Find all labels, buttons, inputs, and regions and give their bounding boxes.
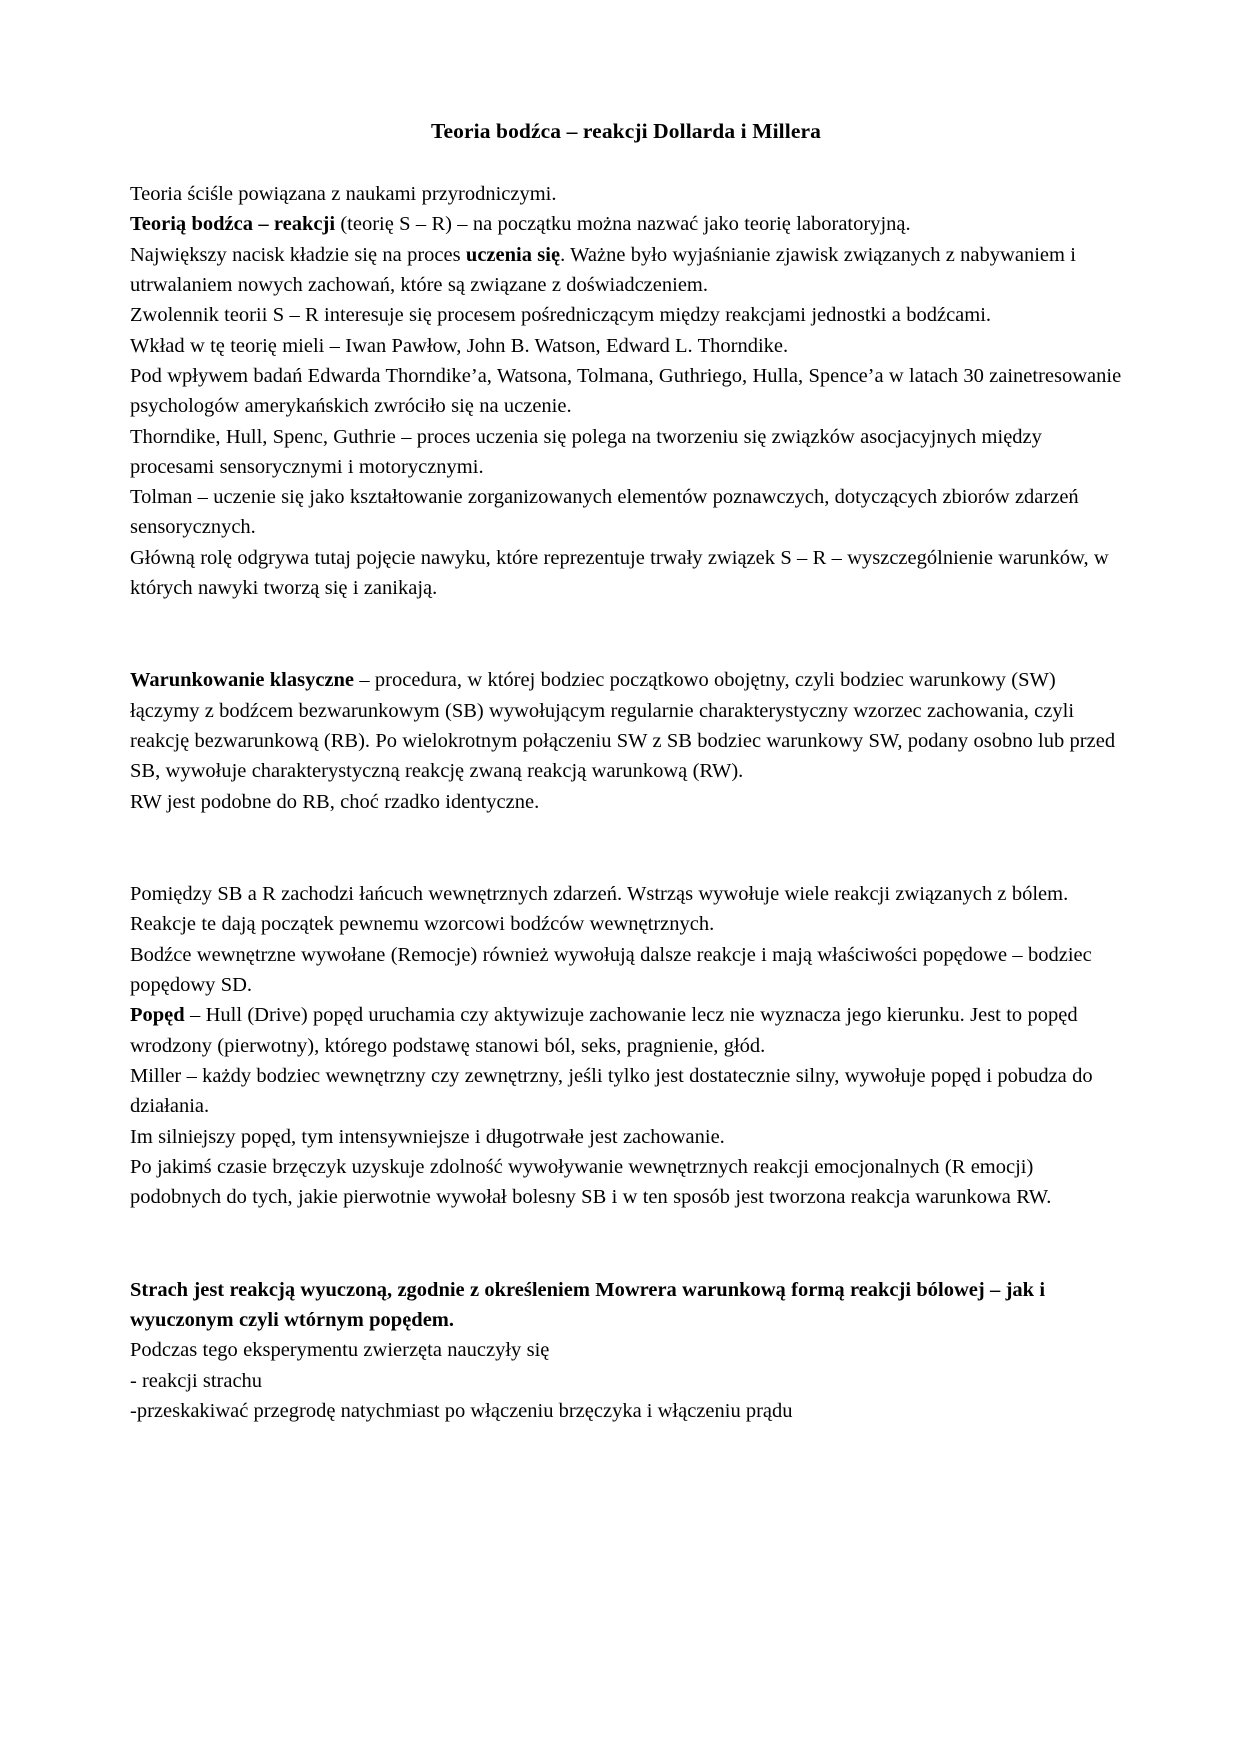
list-item-fear-reaction: - reakcji strachu xyxy=(130,1369,263,1392)
paragraph-stimulus-response-rest: (teorię S – R) – na początku można nazwać jako teorię laboratoryjną. xyxy=(335,213,911,236)
paragraph-tolman-cognition: Tolman – uczenie się jako kształtowanie zorganizowanych elementów poznawczych, dotyczących zbiorów zdarzeń sensorycznych. xyxy=(130,486,1079,539)
term-poped: Popęd xyxy=(130,1004,185,1027)
paragraph-drive-intensity: Im silniejszy popęd, tym intensywniejsze i długotrwałe jest zachowanie. xyxy=(130,1125,725,1148)
paragraph-experiment-intro: Podczas tego eksperymentu zwierzęta nauczyły się xyxy=(130,1339,550,1362)
paragraph-habit-concept: Główną rolę odgrywa tutaj pojęcie nawyku, które reprezentuje trwały związek S – R – wyszczególnienie warunków, w których nawyki tworzą się i zanikają. xyxy=(130,546,1109,600)
paragraph-miller-drive: Miller – każdy bodziec wewnętrzny czy zewnętrzny, jeśli tylko jest dostatecznie silny, wywołuje popęd i pobudza do działania. xyxy=(130,1065,1093,1118)
section-spacer-1 xyxy=(130,603,1122,665)
paragraph-associative-learning: Thorndike, Hull, Spenc, Guthrie – proces uczenia się polega na tworzeniu się związków asocjacyjnych między procesami sensorycznymi i motorycznymi. xyxy=(130,425,1042,478)
paragraph-classical-conditioning-definition xyxy=(130,665,1122,786)
term-strach-definition: Strach jest reakcją wyuczoną, zgodnie z określeniem Mowrera warunkową formą reakcji bólowej – jak i wyuczonym czyli wtórnym popędem. xyxy=(130,1278,1046,1332)
paragraph-contributors: Wkład w tę teorię mieli – Iwan Pawłow, John B. Watson, Edward L. Thorndike. xyxy=(130,334,789,357)
page-title: Teoria bodźca – reakcji Dollarda i Millera xyxy=(431,119,821,143)
paragraph-rw-similar-rb: RW jest podobne do RB, choć rzadko identyczne. xyxy=(130,790,540,813)
section-introduction xyxy=(130,179,1122,604)
paragraph-learning-rest: . Ważne było wyjaśnianie zjawisk związanych z nabywaniem i utrwalaniem nowych zachowań, które są związane z doświadczeniem. xyxy=(130,243,1076,296)
paragraph-classical-conditioning-body: – procedura, w której bodziec początkowo obojętny, czyli bodziec warunkowy (SW) łączymy z bodźcem bezwarunkowym (SB) wywołującym regularnie charakterystyczny wzorzec zachowania, czyli reakcję bezwarunkową (RB). Po wielokrotnym połączeniu SW z SB bodziec warunkowy SW, podany osobno lub przed SB, wywołuje charakterystyczną reakcję zwaną reakcją warunkową (RW). xyxy=(130,669,1116,783)
paragraph-research-influence: Pod wpływem badań Edwarda Thorndike’a, Watsona, Tolmana, Guthriego, Hulla, Spence’a w latach 30 zainetresowanie psychologów amerykańskich zwróciło się na uczenie. xyxy=(130,364,1122,418)
paragraph-fear-heading xyxy=(130,1275,1122,1336)
paragraph-drive-hull xyxy=(130,1000,1122,1061)
paragraph-theory-science: Teoria ściśle powiązana z naukami przyrodniczymi. xyxy=(130,182,557,205)
term-teoria-bodzca-reakcji: Teorią bodźca – reakcji xyxy=(130,213,336,236)
paragraph-internal-stimuli-drive: Bodźce wewnętrzne wywołane (Remocje) również wywołują dalsze reakcje i mają właściwości popędowe – bodziec popędowy SD. xyxy=(130,943,1092,997)
paragraph-stimulus-response-definition xyxy=(130,209,1122,239)
term-warunkowanie-klasyczne: Warunkowanie klasyczne xyxy=(130,669,355,692)
section-drive xyxy=(130,879,1122,1213)
paragraph-internal-stimuli-pattern: Reakcje te dają początek pewnemu wzorcowi bodźców wewnętrznych. xyxy=(130,913,715,936)
paragraph-sr-supporter: Zwolennik teorii S – R interesuje się procesem pośredniczącym między reakcjami jednostki a bodźcami. xyxy=(130,304,992,327)
paragraph-learning-lead: Największy nacisk kładzie się na proces xyxy=(130,243,466,266)
list-item-jump-barrier: -przeskakiwać przegrodę natychmiast po włączeniu brzęczyka i włączeniu prądu xyxy=(130,1400,793,1423)
section-classical-conditioning xyxy=(130,665,1122,817)
paragraph-learning-emphasis xyxy=(130,240,1122,301)
paragraph-buzzer-conditioning: Po jakimś czasie brzęczyk uzyskuje zdolność wywoływanie wewnętrznych reakcji emocjonalnych (R emocji) podobnych do tych, jakie pierwotnie wywołał bolesny SB i w ten sposób jest tworzona reakcja warunkowa RW. xyxy=(130,1156,1052,1209)
paragraph-internal-chain: Pomiędzy SB a R zachodzi łańcuch wewnętrznych zdarzeń. Wstrząs wywołuje wiele reakcji związanych z bólem. xyxy=(130,883,1069,906)
section-fear-response xyxy=(130,1275,1122,1427)
term-uczenia-sie: uczenia się xyxy=(465,243,561,266)
section-spacer-2 xyxy=(130,817,1122,879)
section-spacer-3 xyxy=(130,1213,1122,1275)
paragraph-drive-hull-rest: – Hull (Drive) popęd uruchamia czy aktywizuje zachowanie lecz nie wyznacza jego kierunku. Jest to popęd wrodzony (pierwotny), którego podstawę stanowi ból, seks, pragnienie, głód. xyxy=(130,1004,1078,1057)
